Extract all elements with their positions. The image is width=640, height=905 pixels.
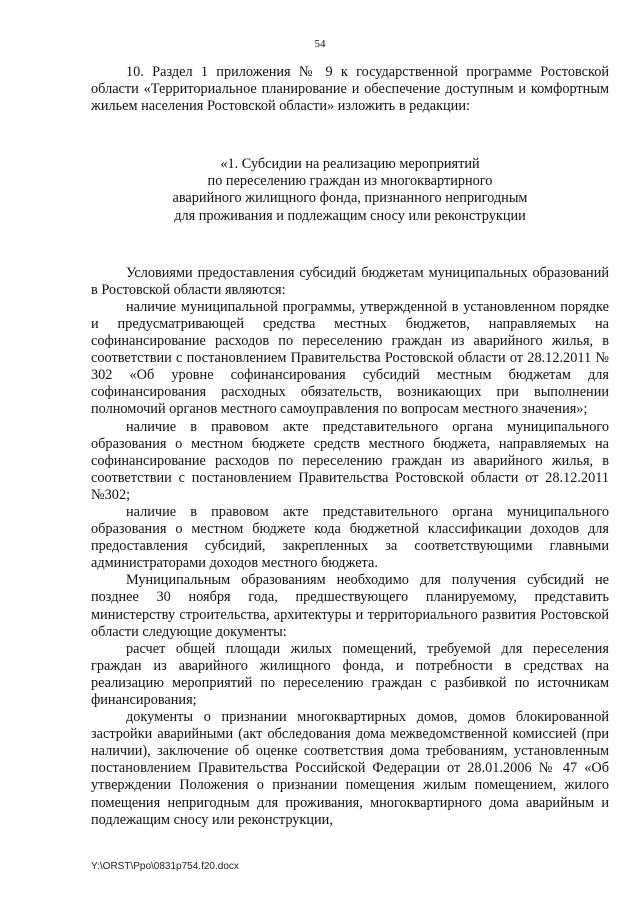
heading-line: для проживания и подлежащим сносу или реконструкции	[174, 207, 526, 224]
body-paragraph: Муниципальным образованиям необходимо для получения субсидий не позднее 30 ноября года, предшествующего планируемому, представить министерству строительства, архитектуры и территориального развития Ростовской области следующие документы:	[91, 572, 609, 640]
body-paragraph: документы о признании многоквартирных домов, домов блокированной застройки аварийными (акт обследования дома межведомственной комиссией (при наличии), заключение об оценке соответствия дома требованиям, установленным постановлением Правительства Российской Федерации от 28.01.2006 № 47 «Об утверждении Положения о признании помещения жилым помещением, жилого помещения непригодным для проживания, многоквартирного дома аварийным и подлежащим сносу или реконструкции,	[91, 709, 609, 828]
heading-line: «1. Субсидии на реализацию мероприятий	[220, 156, 480, 173]
file-path-footer: Y:\ORST\Ppo\0831p754.f20.docx	[91, 861, 239, 872]
page-number: 54	[314, 38, 326, 50]
body-paragraph: наличие муниципальной программы, утвержденной в установленном порядке и предусматривающей средства местных бюджетов, направляемых на софинансирование расходов по переселению граждан из аварийного жилья, в соответствии с постановлением Правительства Ростовской области от 28.12.2011 № 302 «Об уровне софинансирования субсидий местным бюджетам для софинансирования расходных обязательств, возникающих при выполнении полномочий органов местного самоуправления по вопросам местного значения»;	[91, 298, 609, 418]
heading-line: по переселению граждан из многоквартирного	[207, 173, 493, 190]
intro-paragraph: 10. Раздел 1 приложения № 9 к государственной программе Ростовской области «Территориальное планирование и обеспечение доступным и комфортным жильем населения Ростовской области» изложить в редакции:	[91, 64, 609, 115]
body-paragraph: Условиями предоставления субсидий бюджетам муниципальных образований в Ростовской области являются:	[91, 264, 609, 298]
heading-line: аварийного жилищного фонда, признанного непригодным	[172, 190, 528, 207]
document-body	[91, 64, 609, 829]
section-heading	[91, 156, 609, 224]
body-paragraph: наличие в правовом акте представительного органа муниципального образования о местном бюджете кода бюджетной классификации доходов для предоставления субсидий, закрепленных за соответствующими главными администраторами доходов местного бюджета.	[91, 503, 609, 572]
body-paragraph: наличие в правовом акте представительного органа муниципального образования о местном бюджете средств местного бюджета, направляемых на софинансирование расходов по переселению граждан из аварийного жилья, в соответствии с постановлением Правительства Ростовской области от 28.12.2011 №302;	[91, 418, 609, 503]
body-paragraph: расчет общей площади жилых помещений, требуемой для переселения граждан из аварийного жилищного фонда, и потребности в средствах на реализацию мероприятий по переселению граждан с разбивкой по источникам финансирования;	[91, 640, 609, 708]
